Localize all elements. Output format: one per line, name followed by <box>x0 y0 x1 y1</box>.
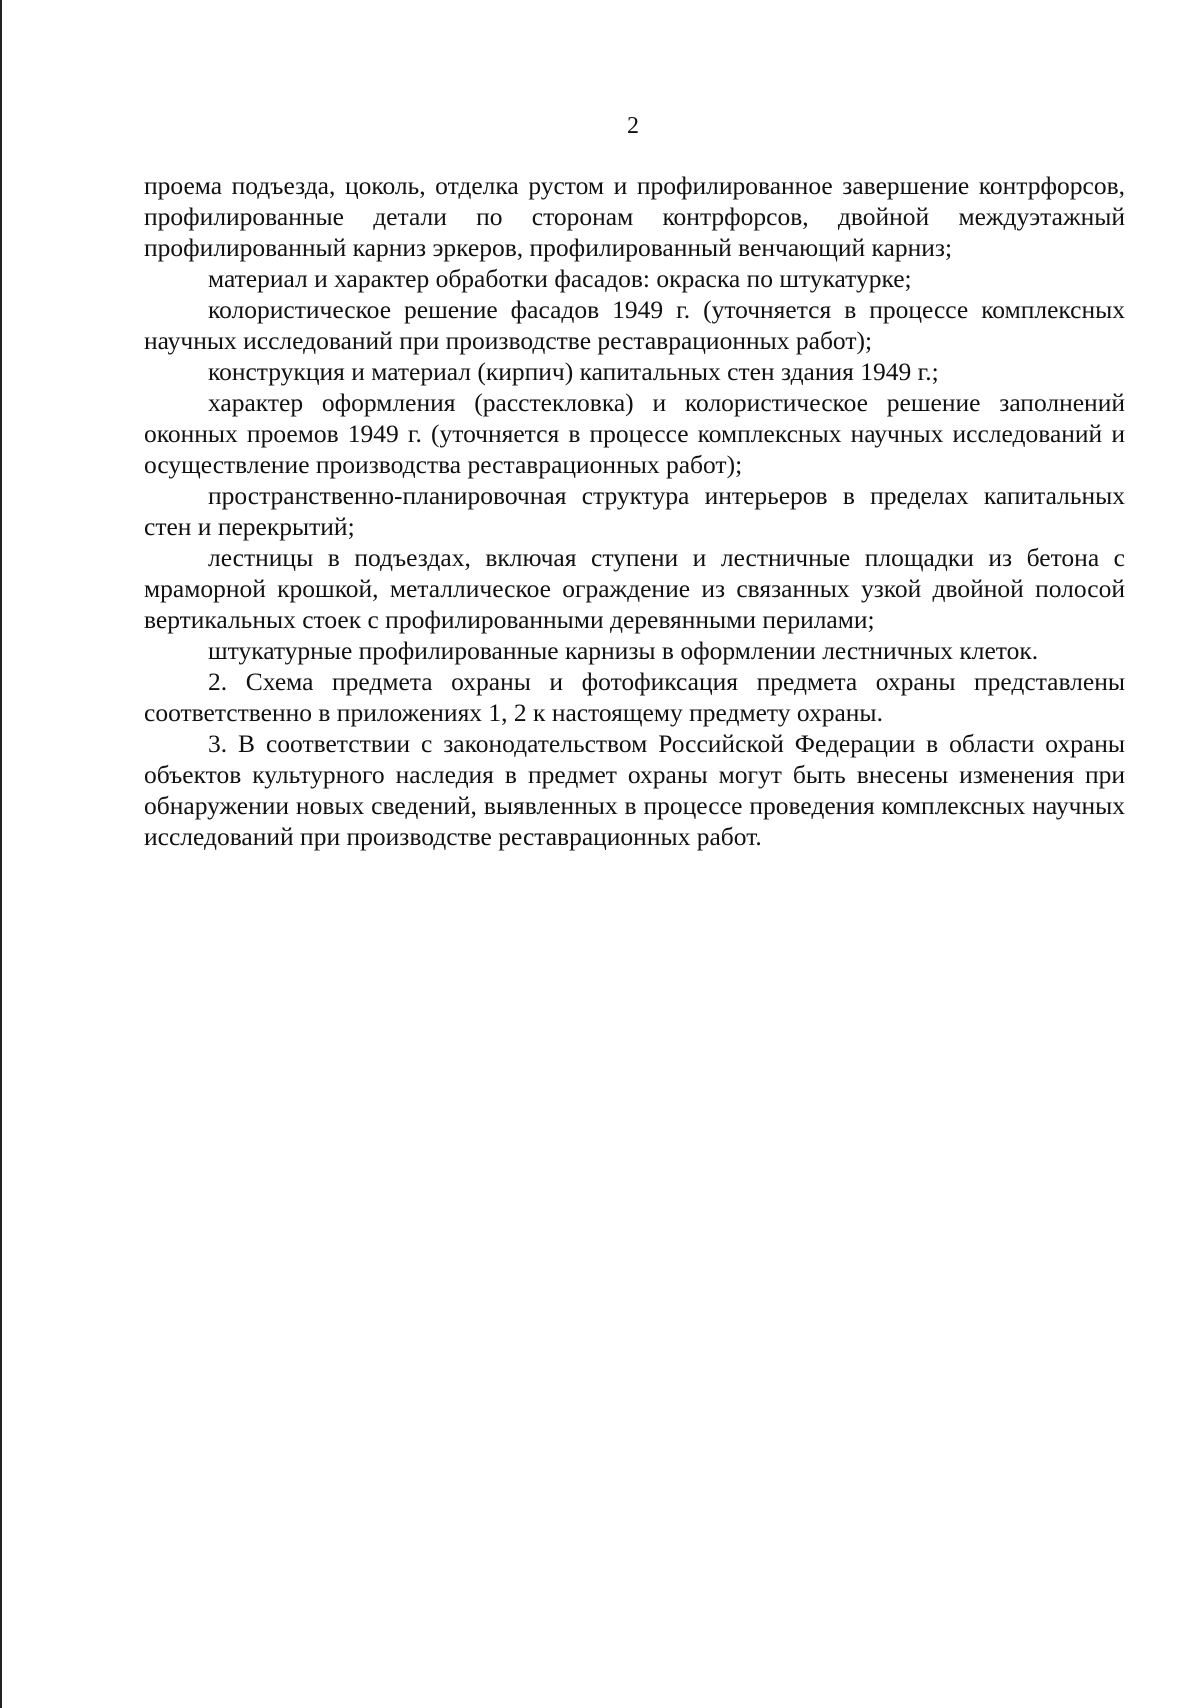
document-body <box>144 170 1125 852</box>
paragraph-stair-cornices: штукатурные профилированные карнизы в оформлении лестничных клеток. <box>208 636 1039 665</box>
paragraph-window-design: характер оформления (расстекловка) и колористическое решение заполнений оконных проемов 1949 г. (уточняется в процессе комплексных научных исследований и осуществление производства реставрационных работ); <box>144 388 1125 479</box>
paragraph-item-2: 2. Схема предмета охраны и фотофиксация предмета охраны представлены соответственно в приложениях 1, 2 к настоящему предмету охраны. <box>144 667 1125 727</box>
paragraph-staircases: лестницы в подъездах, включая ступени и лестничные площадки из бетона с мраморной крошкой, металлическое ограждение из связанных узкой двойной полосой вертикальных стоек с профилированными деревянными перилами; <box>144 543 1125 634</box>
paragraph-facade-material: материал и характер обработки фасадов: окраска по штукатурке; <box>208 264 912 293</box>
paragraph-interior-structure: пространственно-планировочная структура интерьеров в пределах капитальных стен и перекрытий; <box>144 481 1125 541</box>
paragraph-wall-construction: конструкция и материал (кирпич) капитальных стен здания 1949 г.; <box>208 357 939 386</box>
page-number: 2 <box>627 113 639 139</box>
paragraph-facade-elements: проема подъезда, цоколь, отделка рустом и профилированное завершение контрфорсов, профилированные детали по сторонам контрфорсов, двойной междуэтажный профилированный карниз эркеров, профилированный венчающий карниз; <box>144 171 1125 262</box>
paragraph-item-3: 3. В соответствии с законодательством Российской Федерации в области охраны объектов культурного наследия в предмет охраны могут быть внесены изменения при обнаружении новых сведений, выявленных в процессе проведения комплексных научных исследований при производстве реставрационных работ. <box>144 729 1125 851</box>
paragraph-facade-color-scheme: колористическое решение фасадов 1949 г. (уточняется в процессе комплексных научных исследований при производстве реставрационных работ); <box>144 295 1125 355</box>
